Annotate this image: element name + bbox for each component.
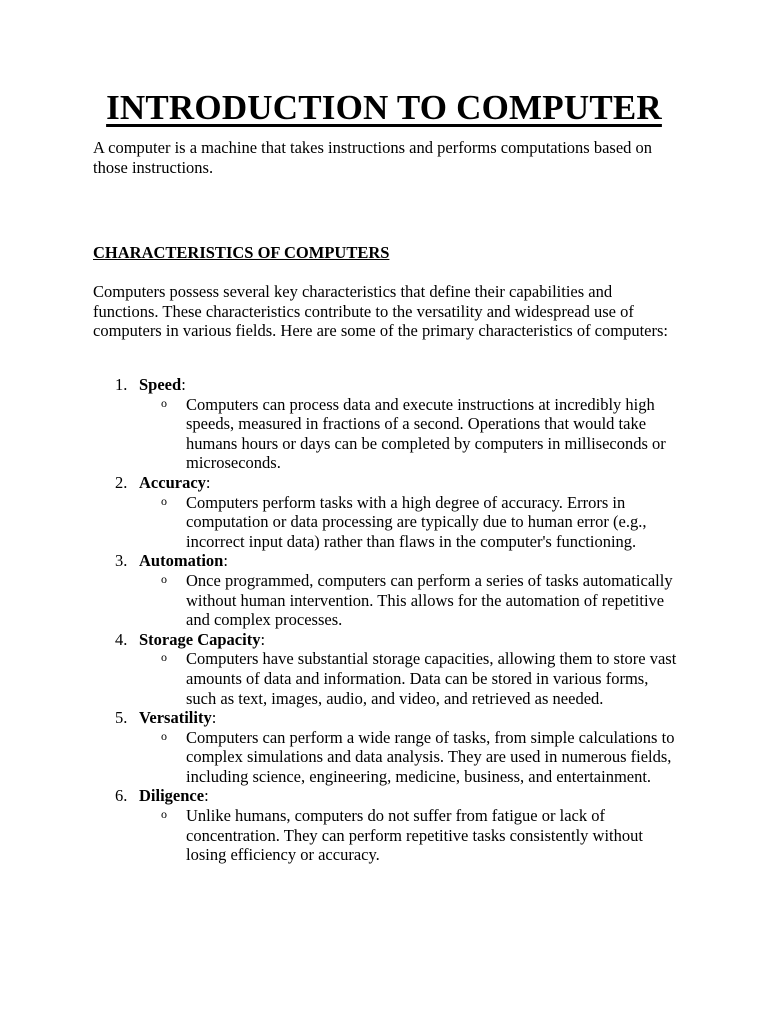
list-item-heading xyxy=(93,786,678,806)
list-item-description-text: Computers have substantial storage capacities, allowing them to store vast amounts of data and information. Data can be stored in various forms, such as text, images, audio, and video, and retrieved as needed. xyxy=(186,649,677,708)
list-item-description xyxy=(93,395,678,473)
section-heading: CHARACTERISTICS OF COMPUTERS xyxy=(93,243,390,262)
circle-bullet-icon: o xyxy=(161,650,167,665)
list-item-name: Accuracy xyxy=(139,472,206,492)
list-item-number: 2. xyxy=(115,472,128,492)
list-item-description-text: Unlike humans, computers do not suffer from fatigue or lack of concentration. They can perform repetitive tasks consistently without losing efficiency or accuracy. xyxy=(186,806,643,865)
list-item-versatility xyxy=(93,708,678,786)
list-item-description xyxy=(93,649,678,708)
section-intro-paragraph: Computers possess several key characteristics that define their capabilities and functions. These characteristics contribute to the versatility and widespread use of computers in various fields. Here are some of the primary characteristics of computers: xyxy=(93,282,669,341)
document-title: INTRODUCTION TO COMPUTER xyxy=(106,88,662,127)
list-item-accuracy xyxy=(93,473,678,551)
list-item-automation xyxy=(93,551,678,629)
list-item-heading xyxy=(93,375,678,395)
list-item-number: 6. xyxy=(115,786,128,806)
list-item-colon: : xyxy=(260,629,266,649)
list-item-name: Diligence xyxy=(139,786,205,806)
circle-bullet-icon: o xyxy=(161,493,167,508)
list-item-colon: : xyxy=(223,551,228,571)
list-item-colon: : xyxy=(211,708,217,728)
list-item-name: Versatility xyxy=(139,708,212,728)
list-item-description-text: Once programmed, computers can perform a series of tasks automatically without human intervention. This allows for the automation of repetitive and complex processes. xyxy=(186,570,673,630)
list-item-description xyxy=(93,806,678,865)
list-item-description-text: Computers can perform a wide range of tasks, from simple calculations to complex simulations and data analysis. They are used in numerous fields, including science, engineering, medicine, business, and entertainment. xyxy=(186,727,675,786)
circle-bullet-icon: o xyxy=(161,728,167,743)
list-item-number: 5. xyxy=(115,708,128,728)
list-item-heading xyxy=(93,551,678,571)
list-item-number: 4. xyxy=(115,629,128,649)
circle-bullet-icon: o xyxy=(161,395,167,410)
list-item-name: Storage Capacity xyxy=(139,629,261,649)
list-item-heading xyxy=(93,473,678,493)
list-item-description xyxy=(93,571,678,630)
list-item-number: 1. xyxy=(115,375,128,394)
list-item-description-text: Computers perform tasks with a high degree of accuracy. Errors in computation or data processing are typically due to human error (e.g., incorrect input data) rather than flaws in the computer's functioning. xyxy=(186,492,647,551)
list-item-description-text: Computers can process data and execute instructions at incredibly high speeds, measured in fractions of a second. Operations that would take humans hours or days can be completed by computers in milliseconds or microseconds. xyxy=(186,394,666,473)
list-item-description xyxy=(93,728,678,787)
intro-paragraph: A computer is a machine that takes instructions and performs computations based on those instructions. xyxy=(93,138,653,177)
circle-bullet-icon: o xyxy=(161,571,167,586)
list-item-name: Speed xyxy=(139,375,182,394)
list-item-colon: : xyxy=(204,786,209,806)
circle-bullet-icon: o xyxy=(161,807,167,822)
list-item-heading xyxy=(93,708,678,728)
list-item-name: Automation xyxy=(139,551,224,571)
list-item-colon: : xyxy=(181,375,186,394)
list-item-number: 3. xyxy=(115,551,128,571)
list-item-heading xyxy=(93,630,678,650)
list-item-diligence xyxy=(93,786,678,864)
characteristics-list xyxy=(93,375,678,865)
list-item-colon: : xyxy=(205,472,211,492)
list-item-speed xyxy=(93,375,678,473)
list-item-description xyxy=(93,493,678,552)
list-item-storage-capacity xyxy=(93,630,678,708)
